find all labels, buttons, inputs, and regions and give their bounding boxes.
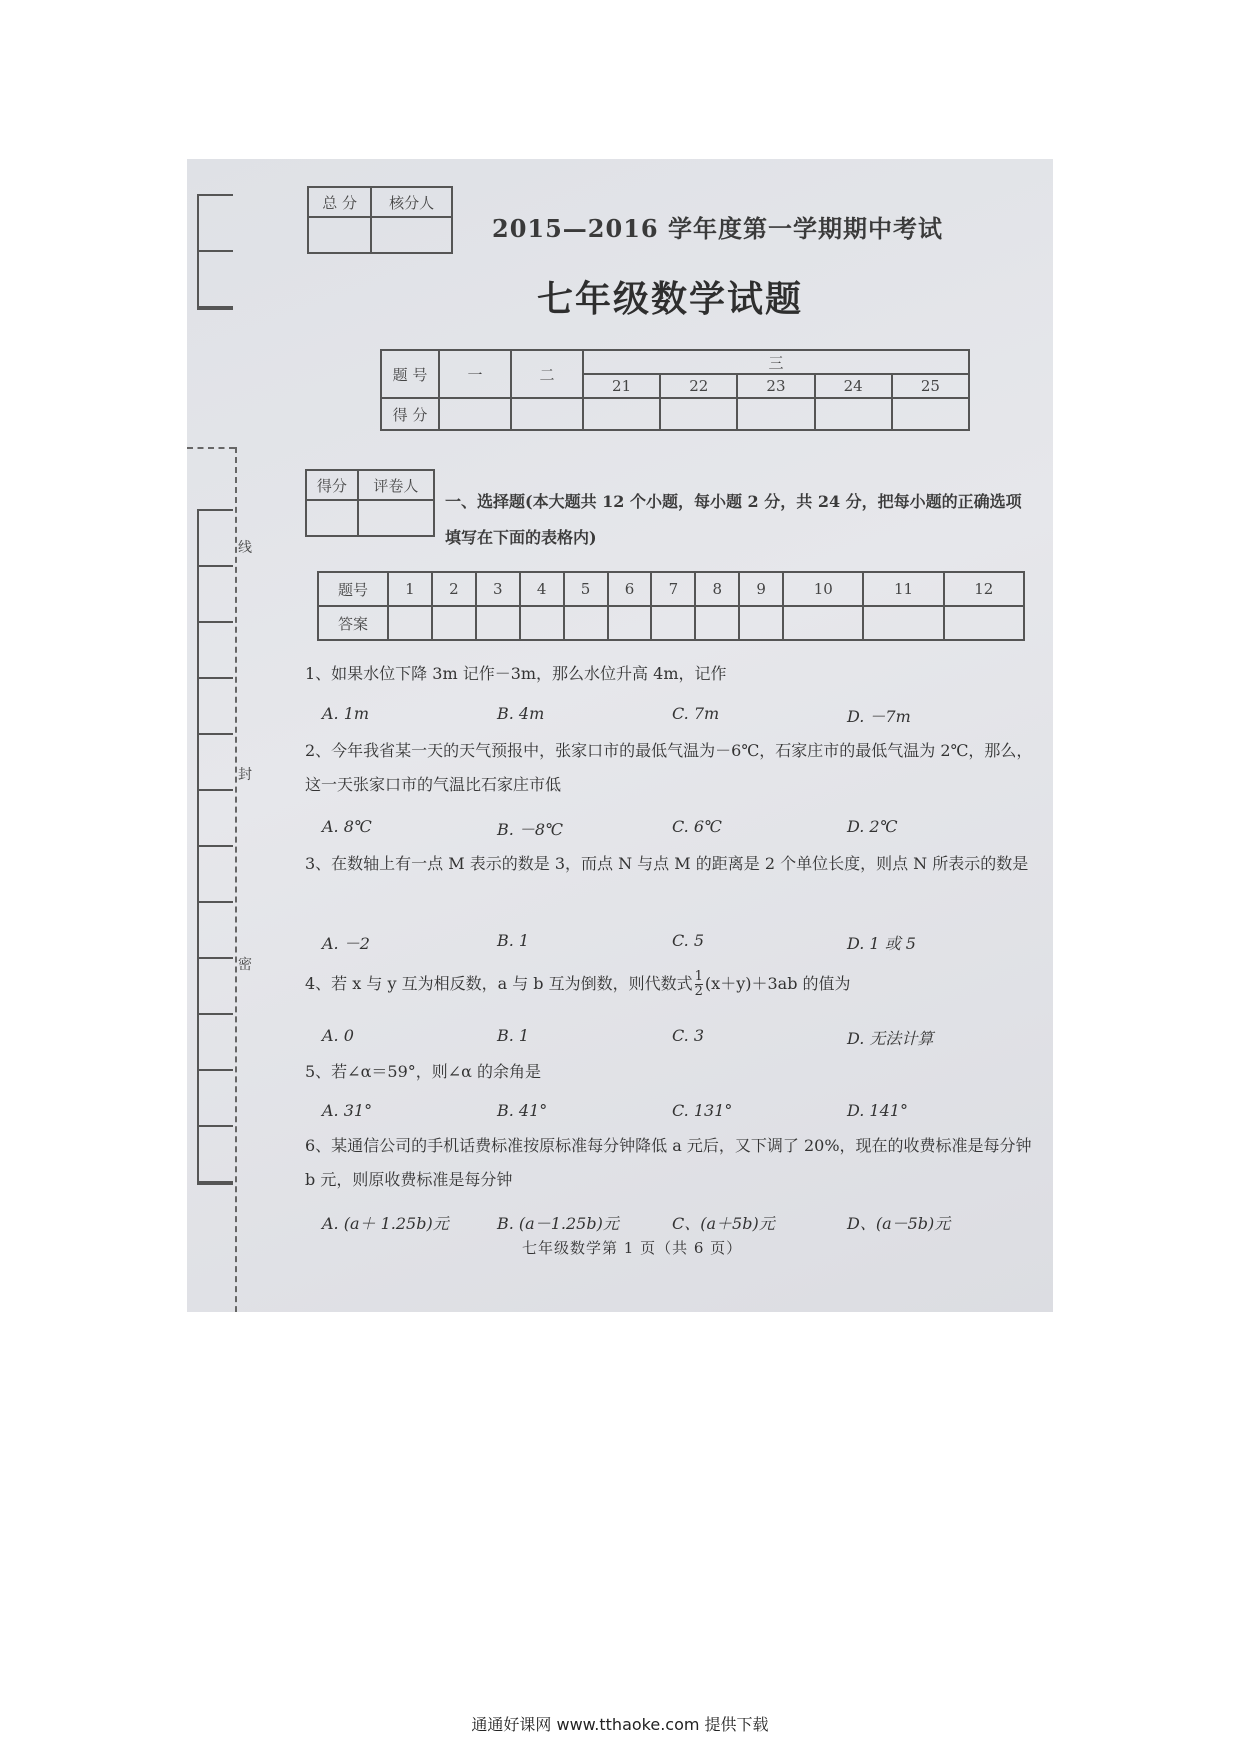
answer-num-2: 2 [432, 572, 476, 606]
answer-cell [783, 606, 863, 640]
q6-option-c: C、(a＋5b)元 [672, 1214, 775, 1233]
answer-num-7: 7 [651, 572, 695, 606]
grader-name-cell [358, 500, 434, 536]
answer-cell [520, 606, 564, 640]
question-1-stem: 1、如果水位下降 3m 记作－3m，那么水位升高 4m，记作 [305, 664, 727, 683]
question-3-stem: 3、在数轴上有一点 M 表示的数是 3，而点 N 与点 M 的距离是 2 个单位长度，则点 N 所表示的数是 [305, 854, 1029, 873]
score-table-sub-25: 25 [892, 374, 969, 398]
answer-cell [564, 606, 608, 640]
grader-score-cell [306, 500, 358, 536]
binding-dash-top [187, 447, 235, 449]
question-2-options [322, 817, 1042, 840]
q1-option-c: C. 7m [672, 704, 720, 723]
score-cell [815, 398, 892, 430]
section-score-table [380, 349, 970, 431]
answer-num-10: 10 [783, 572, 863, 606]
binding-mark-mi: 密 [238, 957, 252, 973]
answer-cell [476, 606, 520, 640]
score-table-sub-21: 21 [583, 374, 660, 398]
checker-cell [371, 217, 452, 253]
question-5-options [322, 1101, 1042, 1120]
question-6-stem: 6、某通信公司的手机话费标准按原标准每分钟降低 a 元后，又下调了 20%，现在的收费标准是每分钟 b 元，则原收费标准是每分钟 [305, 1136, 1032, 1189]
binding-mark-xian: 线 [238, 540, 252, 556]
q4-option-c: C. 3 [672, 1026, 705, 1045]
score-cell [511, 398, 583, 430]
checker-header: 核分人 [371, 187, 452, 217]
q5-option-a: A. 31° [322, 1101, 373, 1120]
score-table-sub-24: 24 [815, 374, 892, 398]
binding-boxes [197, 509, 233, 1185]
question-4-options [322, 1026, 1042, 1049]
answer-cell [739, 606, 783, 640]
answer-table-label-answer: 答案 [318, 606, 388, 640]
binding-mark-feng: 封 [238, 767, 252, 783]
q2-option-b: B. －8℃ [497, 820, 564, 839]
q1-option-b: B. 4m [497, 704, 545, 723]
q2-option-d: D. 2℃ [847, 817, 898, 836]
answer-num-9: 9 [739, 572, 783, 606]
answer-num-1: 1 [388, 572, 432, 606]
q6-option-b: B. (a－1.25b)元 [497, 1214, 619, 1233]
score-table-label-number: 题 号 [381, 350, 439, 398]
answer-cell [432, 606, 476, 640]
score-cell [583, 398, 660, 430]
q5-option-d: D. 141° [847, 1101, 908, 1120]
q6-option-d: D、(a－5b)元 [847, 1214, 951, 1233]
answer-num-6: 6 [608, 572, 652, 606]
binding-dash-line [235, 447, 237, 1312]
binding-boxes-top [197, 194, 233, 310]
question-6-options [322, 1211, 1042, 1234]
score-table-label-score: 得 分 [381, 398, 439, 430]
q3-option-b: B. 1 [497, 931, 530, 950]
answer-num-4: 4 [520, 572, 564, 606]
q6-option-a: A. (a＋ 1.25b)元 [322, 1214, 449, 1233]
site-footer: 通通好课网 www.tthaoke.com 提供下载 [471, 1715, 769, 1734]
q3-option-c: C. 5 [672, 931, 705, 950]
page-number-footer: 七年级数学第 1 页（共 6 页） [522, 1239, 743, 1257]
answer-cell [608, 606, 652, 640]
exam-main-title: 七年级数学试题 [537, 278, 804, 320]
q3-option-d: D. 1 或 5 [847, 934, 916, 953]
answer-table [317, 571, 1025, 641]
total-score-box [307, 186, 453, 254]
q4-stem-suffix: (x＋y)＋3ab 的值为 [704, 974, 851, 993]
answer-num-11: 11 [863, 572, 943, 606]
score-table-sec2: 二 [511, 350, 583, 398]
score-table-sub-23: 23 [737, 374, 814, 398]
answer-cell [863, 606, 943, 640]
q4-fraction-denominator: 2 [694, 984, 703, 999]
q4-option-d: D. 无法计算 [847, 1029, 934, 1048]
q1-option-a: A. 1m [322, 704, 370, 723]
q5-option-b: B. 41° [497, 1101, 548, 1120]
section1-heading: 一、选择题(本大题共 12 个小题，每小题 2 分，共 24 分，把每小题的正确选项填写在下面的表格内) [445, 492, 1022, 547]
question-1-options [322, 704, 1042, 727]
q4-stem-prefix: 4、若 x 与 y 互为相反数，a 与 b 互为倒数，则代数式 [305, 974, 693, 993]
score-table-sub-22: 22 [660, 374, 737, 398]
q1-option-d: D. －7m [847, 707, 911, 726]
score-cell [660, 398, 737, 430]
grader-box [305, 469, 435, 537]
answer-num-3: 3 [476, 572, 520, 606]
q4-fraction-numerator: 1 [694, 969, 703, 984]
score-cell [892, 398, 969, 430]
q4-option-a: A. 0 [322, 1026, 354, 1045]
q2-option-c: C. 6℃ [672, 817, 722, 836]
score-cell [439, 398, 511, 430]
score-cell [737, 398, 814, 430]
q4-option-b: B. 1 [497, 1026, 530, 1045]
q4-fraction [695, 970, 703, 999]
score-table-sec1: 一 [439, 350, 511, 398]
answer-cell [651, 606, 695, 640]
answer-cell [388, 606, 432, 640]
exam-photo [187, 159, 1053, 1312]
q5-option-c: C. 131° [672, 1101, 733, 1120]
answer-num-8: 8 [695, 572, 739, 606]
grader-score-header: 得分 [306, 470, 358, 500]
answer-num-5: 5 [564, 572, 608, 606]
answer-cell [695, 606, 739, 640]
exam-year-title: 2015—2016 学年度第一学期期中考试 [492, 214, 943, 243]
answer-num-12: 12 [944, 572, 1024, 606]
score-table-sec3: 三 [583, 350, 969, 374]
question-4-stem [305, 967, 1045, 1001]
answer-cell [944, 606, 1024, 640]
total-score-header: 总 分 [308, 187, 371, 217]
total-score-cell [308, 217, 371, 253]
q2-option-a: A. 8℃ [322, 817, 372, 836]
answer-table-label-number: 题号 [318, 572, 388, 606]
grader-name-header: 评卷人 [358, 470, 434, 500]
question-3-options [322, 931, 1042, 954]
question-2-stem: 2、今年我省某一天的天气预报中，张家口市的最低气温为－6℃，石家庄市的最低气温为 2℃，那么，这一天张家口市的气温比石家庄市低 [305, 741, 1033, 794]
question-5-stem: 5、若∠α＝59°，则∠α 的余角是 [305, 1062, 542, 1081]
q3-option-a: A. －2 [322, 934, 370, 953]
